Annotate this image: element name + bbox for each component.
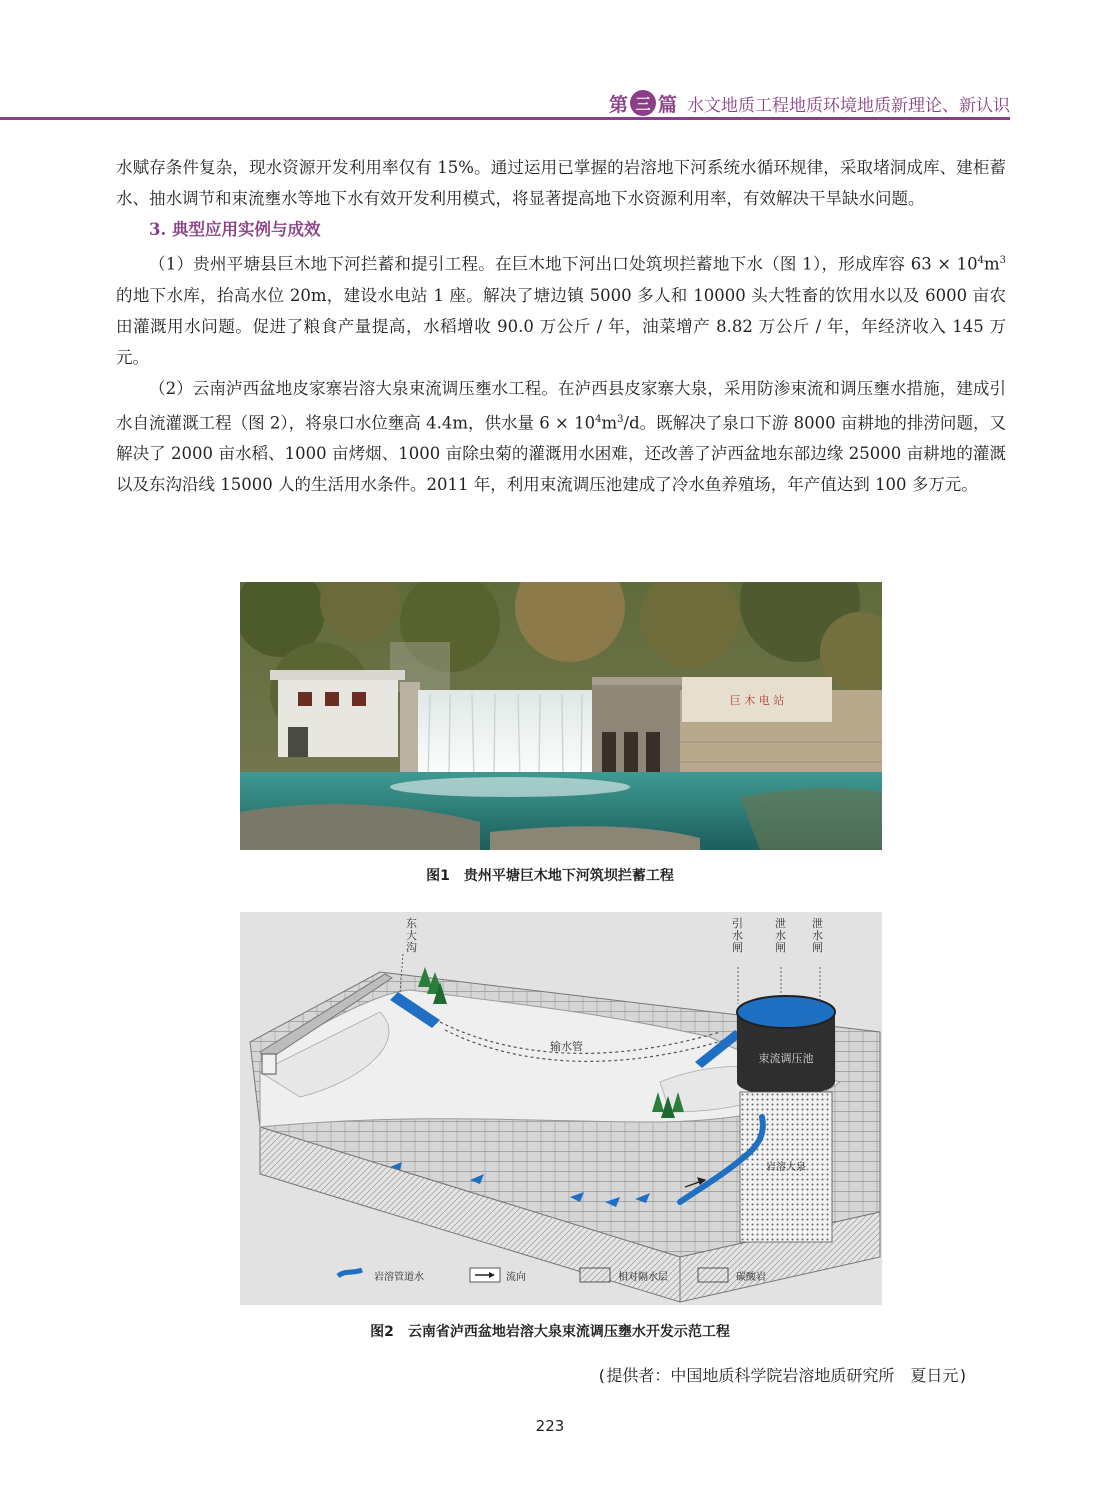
- page-number: 223: [535, 1417, 565, 1435]
- paragraph-3: [116, 373, 1006, 501]
- part-label: [609, 90, 677, 117]
- p2-text-b: m: [983, 254, 1000, 274]
- spring-label: 岩溶大泉: [766, 1162, 806, 1173]
- dam-sign-text: 巨 木 电 站: [729, 694, 785, 707]
- legend-karst-water: 岩溶管道水: [374, 1272, 424, 1283]
- intake-gate-label: 引水闸: [732, 917, 743, 954]
- legend-carbonate: 碳酸岩: [736, 1272, 766, 1283]
- figure-2-diagram: [240, 912, 882, 1305]
- page-header: [0, 86, 1010, 120]
- paragraph-2: [116, 245, 1006, 373]
- credit-line: (提供者：中国地质科学院岩溶地质研究所 夏日元): [596, 1366, 968, 1385]
- body-text: [116, 152, 1006, 500]
- legend-aquiclude-swatch: [580, 1268, 610, 1282]
- p2-text-c: 的地下水库，抬高水位 20m，建设水电站 1 座。解决了塘边镇 5000 多人和 10000 头大牲畜的饮用水以及 6000 亩农田灌溉用水问题。促进了粮食产量提高，水稻增收 90.0 万公斤 / 年，油菜增产 8.82 万公斤 / 年，年经济收入 145 万元。: [116, 285, 1006, 367]
- figure-1-photo: [240, 582, 882, 850]
- dam-photo-illustration: [240, 582, 882, 850]
- figure-2-caption: 图2 云南省泸西盆地岩溶大泉束流调压壅水开发示范工程: [370, 1324, 730, 1340]
- paragraph-1: 水赋存条件复杂，现水资源开发利用率仅有 15%。通过运用已掌握的岩溶地下河系统水循环规律，采取堵洞成库、建柜蓄水、抽水调节和束流壅水等地下水有效开发利用模式，将显著提高地下水资源利用率，有效解决干旱缺水问题。: [116, 158, 1006, 208]
- karst-spring-schematic: [240, 912, 882, 1305]
- legend-carbonate-swatch: [698, 1268, 728, 1282]
- drain-gate-label-1: 泄水闸: [775, 917, 786, 954]
- subheading-text: 3. 典型应用实例与成效: [149, 220, 321, 239]
- p2-sup-2: 3: [999, 255, 1006, 266]
- header-divider: [0, 117, 1010, 120]
- legend-flow: 流向: [506, 1272, 526, 1283]
- east-ditch-label: 东大沟: [406, 917, 417, 954]
- drain-gate-label-2: 泄水闸: [812, 917, 823, 954]
- header-title: 水文地质工程地质环境地质新理论、新认识: [687, 95, 1010, 116]
- p3-text-b: m: [601, 413, 618, 432]
- p3-sup-2: 3: [617, 413, 624, 425]
- part-suffix: 篇: [657, 93, 677, 116]
- pool-label: 束流调压池: [758, 1052, 814, 1065]
- legend-karst-water-swatch: [338, 1270, 362, 1276]
- p2-sup-1: 4: [977, 255, 984, 266]
- legend-aquiclude: 相对隔水层: [618, 1272, 668, 1283]
- part-number-badge: 三: [630, 90, 656, 116]
- subheading: [116, 214, 1006, 245]
- p3-text-c: /d。既解决了泉口下游 8000 亩耕地的排涝问题，又解决了 2000 亩水稻、1000 亩烤烟、1000 亩除虫菊的灌溉用水困难，还改善了泸西盆地东部边缘 25000 亩耕地的灌溉以及东沟沿线 15000 人的生活用水条件。2011 年，利用束流调压池建成了冷水鱼养殖场，年产值达到 100 多万元。: [116, 413, 1006, 494]
- p3-text-a: （2）云南泸西盆地皮家寨岩溶大泉束流调压壅水工程。在泸西县皮家寨大泉，采用防渗束流和调压壅水措施，建成引水自流灌溉工程（图 2），将泉口水位壅高 4.4m，供水量 6 × 10: [116, 378, 1006, 432]
- p2-text-a: （1）贵州平塘县巨木地下河拦蓄和提引工程。在巨木地下河出口处筑坝拦蓄地下水（图 1），形成库容 63 × 10: [149, 254, 978, 274]
- part-prefix: 第: [608, 93, 628, 116]
- figure-1-caption: 图1 贵州平塘巨木地下河筑坝拦蓄工程: [426, 868, 674, 884]
- legend: [338, 1268, 766, 1283]
- p3-sup-1: 4: [595, 413, 602, 425]
- pipe-label: 输水管: [550, 1040, 583, 1053]
